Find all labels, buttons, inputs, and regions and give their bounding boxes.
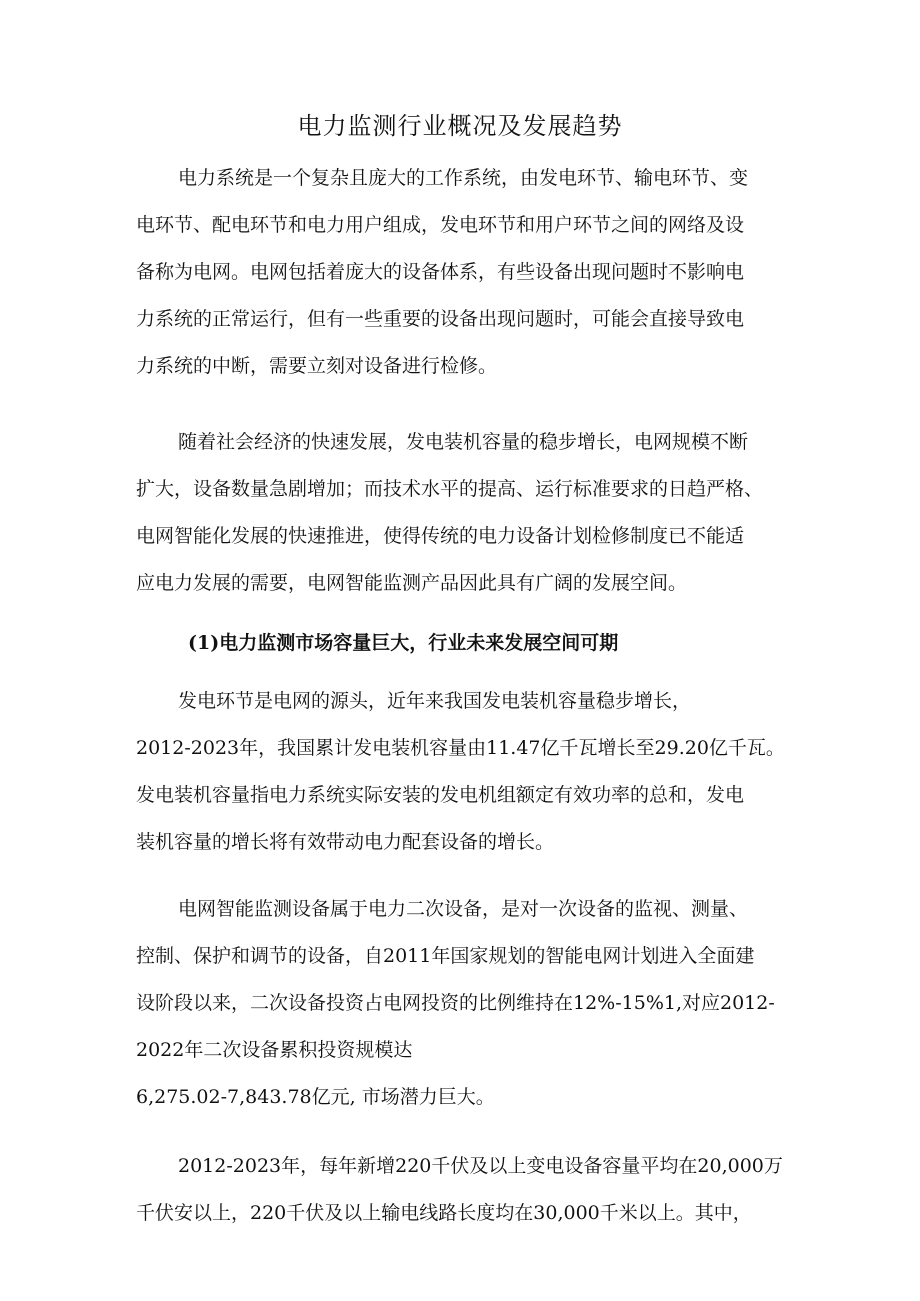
paragraph-line: 千伏安以上，220千伏及以上输电线路长度均在30,000千米以上。其中，	[136, 1202, 752, 1224]
paragraph-line: 发电装机容量指电力系统实际安装的发电机组额定有效功率的总和，发电	[136, 784, 745, 806]
section-heading: (1)电力监测市场容量巨大，行业未来发展空间可期	[188, 632, 619, 654]
paragraph-line: 电网智能化发展的快速推进，使得传统的电力设备计划检修制度已不能适	[136, 525, 745, 547]
paragraph-line: 2012-2023年，每年新增220千伏及以上变电设备容量平均在20,000万	[178, 1155, 783, 1177]
paragraph-line: 装机容量的增长将有效带动电力配套设备的增长。	[136, 831, 555, 853]
paragraph-line: 电环节、配电环节和电力用户组成，发电环节和用户环节之间的网络及设	[136, 214, 745, 236]
paragraph-line: 电网智能监测设备属于电力二次设备，是对一次设备的监视、测量、	[178, 898, 749, 920]
paragraph-line: 电力系统是一个复杂且庞大的工作系统，由发电环节、输电环节、变	[178, 167, 749, 189]
paragraph-line: 随着社会经济的快速发展，发电装机容量的稳步增长，电网规模不断	[178, 431, 749, 453]
paragraph-line: 备称为电网。电网包括着庞大的设备体系，有些设备出现问题时不影响电	[136, 261, 745, 283]
paragraph-line: 应电力发展的需要，电网智能监测产品因此具有广阔的发展空间。	[136, 572, 688, 594]
paragraph-line: 2012-2023年，我国累计发电装机容量由11.47亿千瓦增长至29.20亿千瓦。	[136, 737, 785, 759]
paragraph-line: 6,275.02-7,843.78亿元, 市场潜力巨大。	[136, 1086, 495, 1108]
paragraph-line: 2022年二次设备累积投资规模达	[136, 1039, 413, 1061]
paragraph-line: 力系统的中断，需要立刻对设备进行检修。	[136, 355, 498, 377]
paragraph-line: 力系统的正常运行，但有一些重要的设备出现问题时，可能会直接导致电	[136, 308, 745, 330]
paragraph-line: 控制、保护和调节的设备，自2011年国家规划的智能电网计划进入全面建	[136, 945, 755, 967]
paragraph-line: 设阶段以来，二次设备投资占电网投资的比例维持在12%-15%1,对应2012-	[136, 992, 775, 1014]
paragraph-line: 扩大，设备数量急剧增加；而技术水平的提高、运行标准要求的日趋严格、	[136, 478, 764, 500]
document-title: 电力监测行业概况及发展趋势	[297, 112, 623, 140]
paragraph-line: 发电环节是电网的源头，近年来我国发电装机容量稳步增长，	[178, 690, 692, 712]
